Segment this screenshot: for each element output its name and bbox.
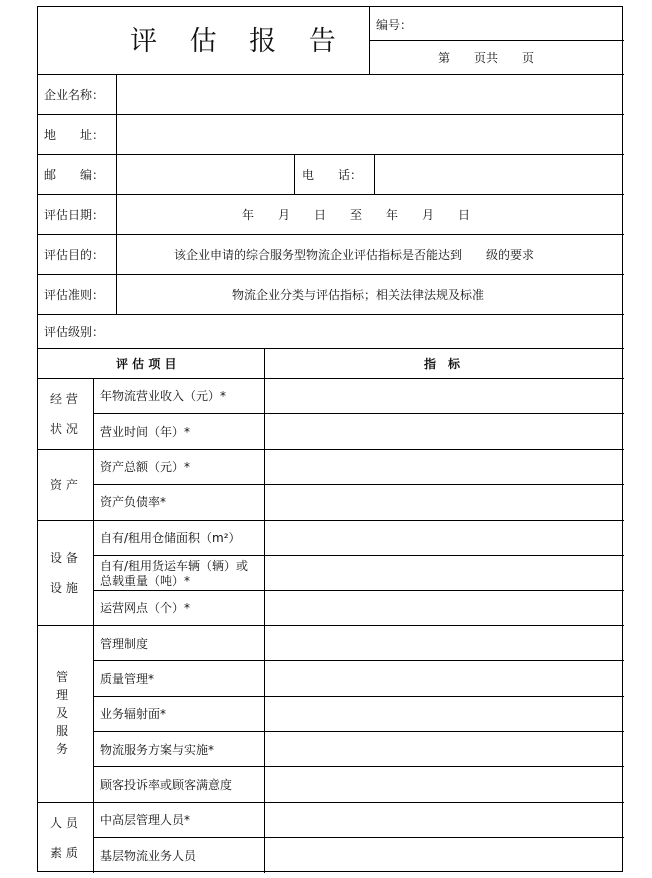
item-quality-management: 质量管理* xyxy=(100,672,155,686)
address-field[interactable] xyxy=(117,115,623,154)
group-equipment-line1: 设 备 xyxy=(50,551,78,565)
eval-criteria-value: 物流企业分类与评估指标；相关法律法规及标准 xyxy=(232,288,485,302)
item-debt-ratio: 资产负债率* xyxy=(100,495,167,509)
item-total-load: 总载重量（吨）* xyxy=(100,574,191,588)
item-operating-years: 营业时间（年）* xyxy=(100,425,191,439)
eval-date-label: 评估日期： xyxy=(44,208,105,222)
index-cell[interactable] xyxy=(265,767,623,802)
company-name-label: 企业名称： xyxy=(44,88,105,102)
address-label: 地 址： xyxy=(44,128,105,142)
item-vehicles: 自有/租用货运车辆（辆）或 xyxy=(100,559,249,573)
eval-level-label: 评估级别： xyxy=(44,325,105,339)
index-cell[interactable] xyxy=(265,661,623,696)
row-line xyxy=(38,314,624,315)
page-label: 第 页共 页 xyxy=(438,51,535,65)
index-cell[interactable] xyxy=(265,732,623,766)
number-label: 编号： xyxy=(376,18,413,32)
item-customer-satisfaction: 顾客投诉率或顾客满意度 xyxy=(100,778,233,792)
group-operations-line2: 状 况 xyxy=(50,422,78,436)
index-cell[interactable] xyxy=(265,379,623,413)
item-senior-management: 中高层管理人员* xyxy=(100,813,191,827)
row-line xyxy=(38,348,624,349)
eval-purpose-value: 该企业申请的综合服务型物流企业评估指标是否能达到 级的要求 xyxy=(174,248,535,262)
item-management-system: 管理制度 xyxy=(100,637,149,651)
group-management-service: 管理及服务 xyxy=(55,670,68,756)
index-cell[interactable] xyxy=(265,450,623,484)
index-cell[interactable] xyxy=(265,485,623,520)
eval-criteria-label: 评估准则： xyxy=(44,288,105,302)
group-assets: 资 产 xyxy=(50,478,78,492)
group-equipment-line2: 设 施 xyxy=(50,581,78,595)
col-header-index: 指 标 xyxy=(424,357,461,371)
index-cell[interactable] xyxy=(265,556,623,590)
group-operations-line1: 经 营 xyxy=(50,392,78,406)
index-cell[interactable] xyxy=(265,626,623,660)
postcode-divider xyxy=(294,154,295,194)
postcode-field[interactable] xyxy=(117,155,293,194)
header-split-line xyxy=(369,40,624,41)
phone-field[interactable] xyxy=(375,155,623,194)
evaluation-report-form xyxy=(37,6,623,872)
group-personnel-line2: 素 质 xyxy=(50,846,78,860)
item-annual-revenue: 年物流营业收入（元）* xyxy=(100,389,227,403)
report-title: 评 估 报 告 xyxy=(130,26,348,57)
index-cell[interactable] xyxy=(265,838,623,872)
item-total-assets: 资产总额（元）* xyxy=(100,460,191,474)
postcode-label: 邮 编： xyxy=(44,168,105,182)
eval-purpose-label: 评估目的： xyxy=(44,248,105,262)
row-line xyxy=(38,274,624,275)
index-cell[interactable] xyxy=(265,521,623,555)
index-cell[interactable] xyxy=(265,803,623,837)
index-cell[interactable] xyxy=(265,697,623,731)
phone-label: 电 话： xyxy=(302,168,363,182)
group-personnel-line1: 人 员 xyxy=(50,816,78,830)
item-service-plan: 物流服务方案与实施* xyxy=(100,743,215,757)
eval-date-value: 年 月 日 至 年 月 日 xyxy=(242,208,471,222)
item-warehouse-area: 自有/租用仓储面积（m²） xyxy=(100,531,241,545)
index-cell[interactable] xyxy=(265,591,623,625)
row-line xyxy=(38,194,624,195)
index-cell[interactable] xyxy=(265,414,623,449)
item-business-coverage: 业务辐射面* xyxy=(100,707,167,721)
row-line xyxy=(38,234,624,235)
item-basic-staff: 基层物流业务人员 xyxy=(100,849,197,863)
item-service-outlets: 运营网点（个）* xyxy=(100,601,191,615)
company-name-field[interactable] xyxy=(117,75,623,114)
col-header-item: 评 估 项 目 xyxy=(116,357,177,371)
